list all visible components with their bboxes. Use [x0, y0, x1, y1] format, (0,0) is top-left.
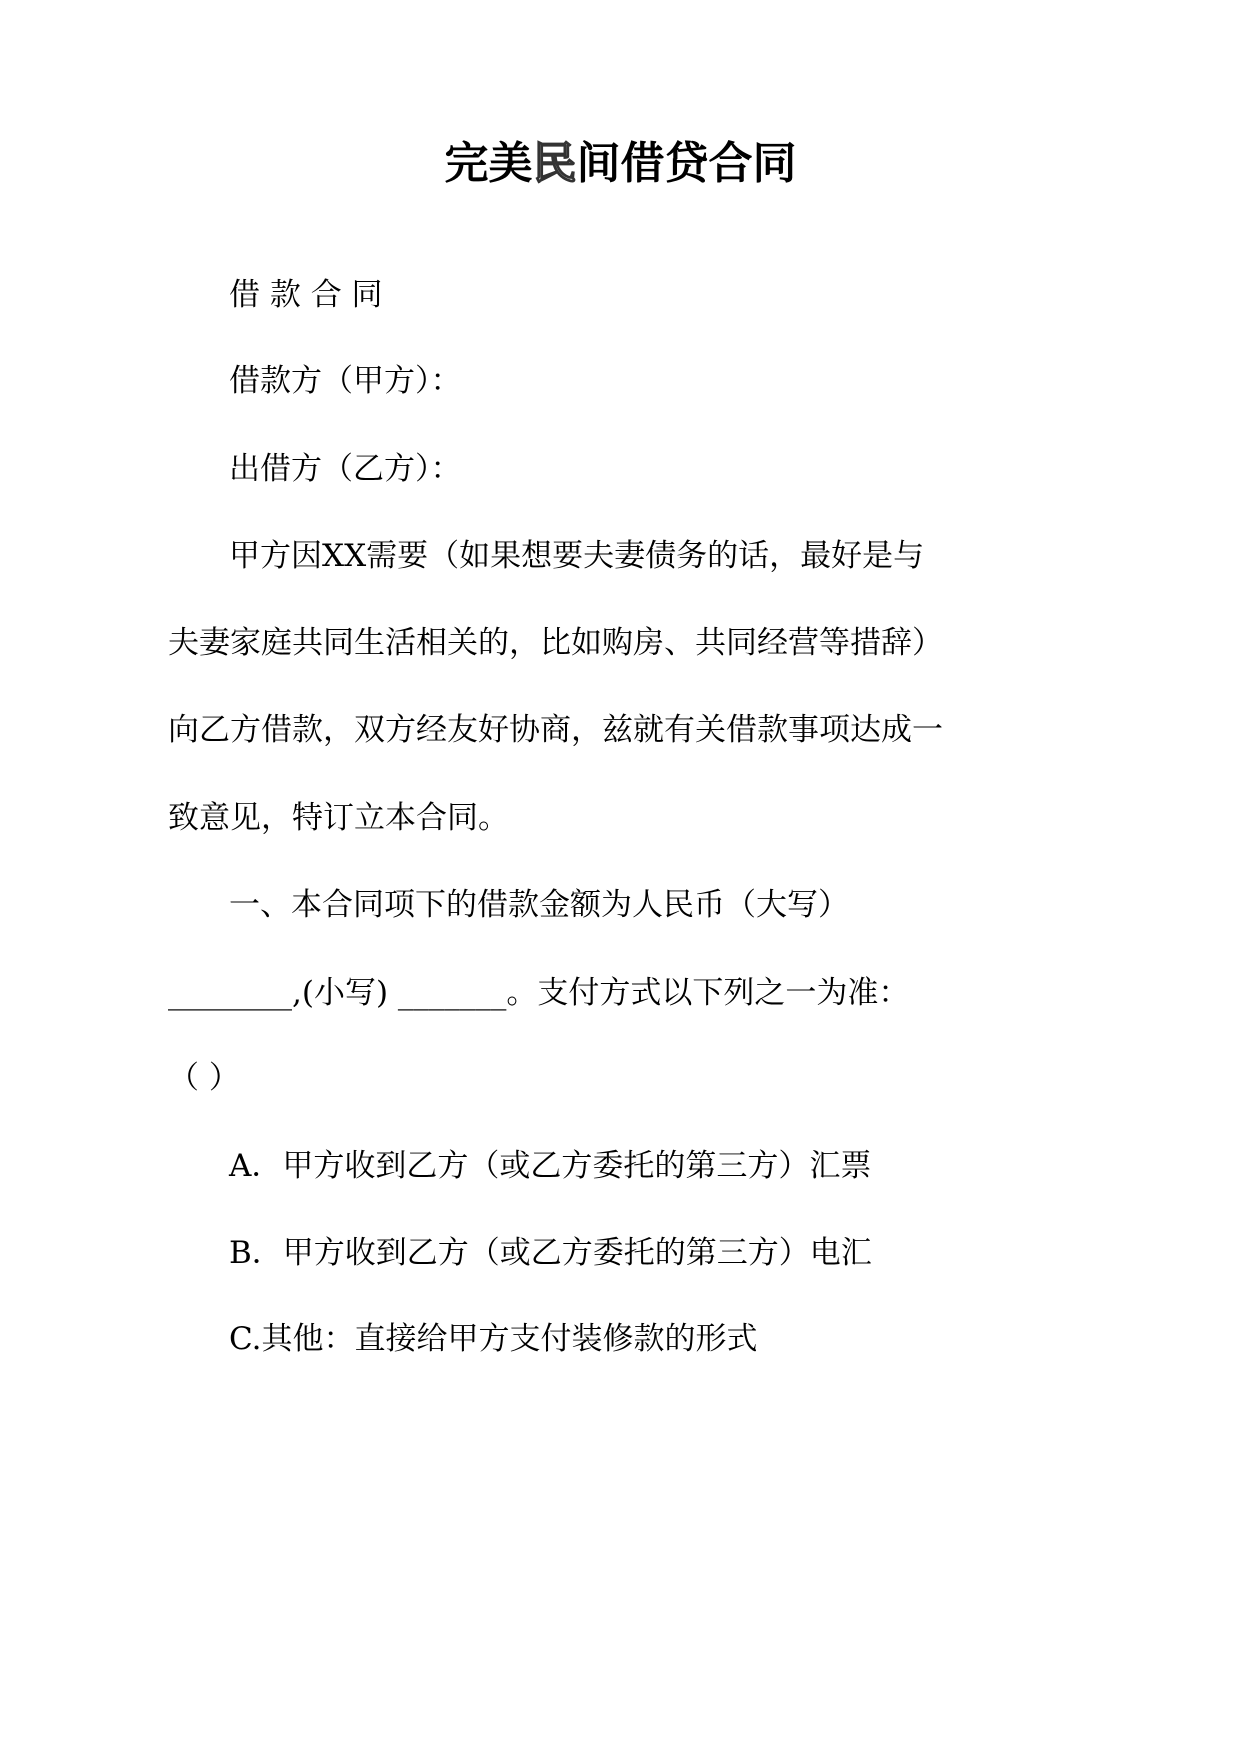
paragraph-line: 致意见，特订立本合同。 — [168, 800, 509, 836]
title-part-2: 间借贷合同 — [576, 138, 797, 189]
paragraph-line: 向乙方借款，双方经友好协商，兹就有关借款事项达成一 — [168, 712, 943, 748]
lender-party-line: 出借方（乙方）： — [229, 451, 462, 487]
heading-loan-contract: 借 款 合 同 — [229, 277, 383, 313]
choice-blank: （ ） — [168, 1060, 240, 1096]
document-title — [0, 136, 1241, 192]
paragraph-line: 夫妻家庭共同生活相关的，比如购房、共同经营等措辞） — [168, 625, 943, 661]
paragraph-line: 甲方因ХХ需要（如果想要夫妻债务的话，最好是与 — [229, 538, 925, 574]
clause-one-line: 一、本合同项下的借款金额为人民币（大写） — [229, 887, 849, 923]
option-c: C.其他：直接给甲方支付装修款的形式 — [229, 1321, 758, 1357]
title-part-1: 完美 — [444, 138, 533, 189]
option-a: A．甲方收到乙方（或乙方委托的第三方）汇票 — [229, 1148, 872, 1184]
amount-blank-line: ________,(小写) _______。支付方式以下列之一为准： — [168, 975, 910, 1011]
borrower-party-line: 借款方（甲方）： — [229, 363, 462, 399]
option-b: B．甲方收到乙方（或乙方委托的第三方）电汇 — [229, 1235, 872, 1271]
title-outlined-char: 民 — [532, 138, 577, 189]
